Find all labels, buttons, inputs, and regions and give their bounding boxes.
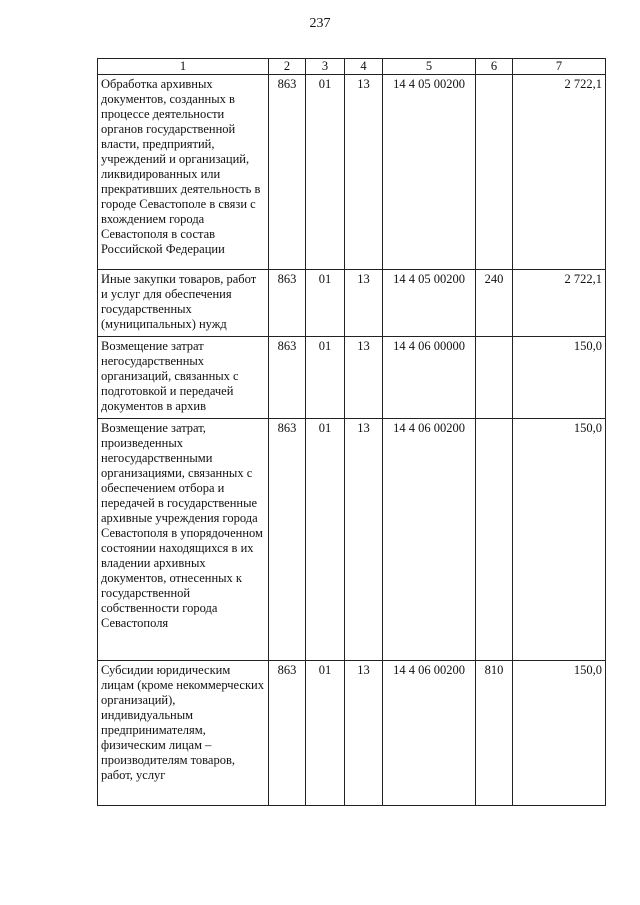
header-cell: 7 (513, 59, 606, 75)
row-ved: 863 (269, 270, 306, 337)
row-vr: 810 (476, 661, 513, 806)
table-row (98, 75, 606, 270)
row-pr: 13 (345, 661, 383, 806)
row-name: Возмещение затрат негосударственных организаций, связанных с подготовкой и передачей документов в архив (98, 337, 269, 419)
header-cell: 3 (306, 59, 345, 75)
header-cell: 4 (345, 59, 383, 75)
row-pr: 13 (345, 270, 383, 337)
table-header-row (98, 59, 606, 75)
row-csr: 14 4 05 00200 (383, 270, 476, 337)
row-vr (476, 337, 513, 419)
row-name: Иные закупки товаров, работ и услуг для обеспечения государственных (муниципальных) нужд (98, 270, 269, 337)
row-ved: 863 (269, 75, 306, 270)
table-row (98, 419, 606, 661)
row-name: Возмещение затрат, произведенных негосударственными организациями, связанных с обеспечением отбора и передачей в государственные архивные учреждения города Севастополя в упорядоченном состоянии находящихся в их владении архивных документов, отнесенных к государственной собственности города Севастополя (98, 419, 269, 661)
row-pr: 13 (345, 337, 383, 419)
header-cell: 1 (98, 59, 269, 75)
row-ved: 863 (269, 419, 306, 661)
row-ved: 863 (269, 337, 306, 419)
budget-table (97, 58, 606, 806)
header-cell: 5 (383, 59, 476, 75)
row-vr: 240 (476, 270, 513, 337)
table-row (98, 270, 606, 337)
row-sum: 2 722,1 (513, 75, 606, 270)
row-rz: 01 (306, 75, 345, 270)
row-csr: 14 4 06 00200 (383, 419, 476, 661)
row-csr: 14 4 06 00200 (383, 661, 476, 806)
row-rz: 01 (306, 661, 345, 806)
row-sum: 2 722,1 (513, 270, 606, 337)
row-vr (476, 419, 513, 661)
row-ved: 863 (269, 661, 306, 806)
table-row (98, 661, 606, 806)
row-sum: 150,0 (513, 419, 606, 661)
row-pr: 13 (345, 75, 383, 270)
row-rz: 01 (306, 419, 345, 661)
row-rz: 01 (306, 270, 345, 337)
row-name: Субсидии юридическим лицам (кроме некоммерческих организаций), индивидуальным предпринимателям, физическим лицам – производителям товаров, работ, услуг (98, 661, 269, 806)
table-row (98, 337, 606, 419)
header-cell: 2 (269, 59, 306, 75)
row-csr: 14 4 05 00200 (383, 75, 476, 270)
row-sum: 150,0 (513, 661, 606, 806)
row-name: Обработка архивных документов, созданных в процессе деятельности органов государственной власти, предприятий, учреждений и организаций, ликвидированных или прекративших деятельность в городе Севастополе в связи с вхождением города Севастополя в состав Российской Федерации (98, 75, 269, 270)
row-vr (476, 75, 513, 270)
page-number: 237 (309, 16, 331, 31)
row-csr: 14 4 06 00000 (383, 337, 476, 419)
row-sum: 150,0 (513, 337, 606, 419)
row-pr: 13 (345, 419, 383, 661)
row-rz: 01 (306, 337, 345, 419)
header-cell: 6 (476, 59, 513, 75)
